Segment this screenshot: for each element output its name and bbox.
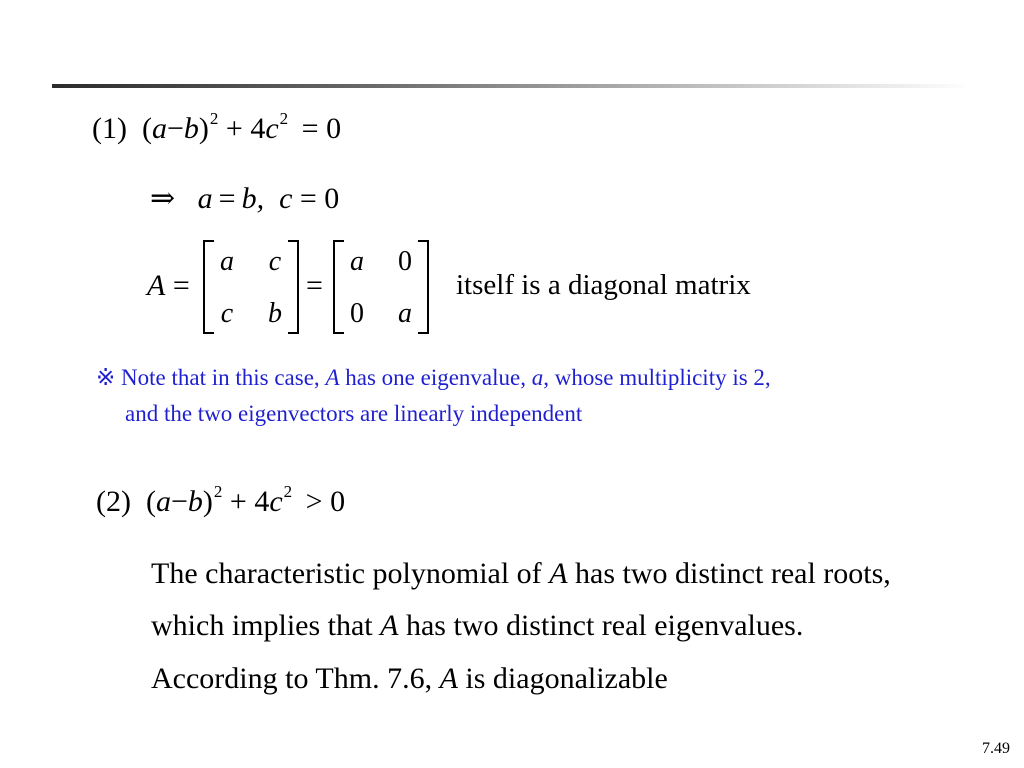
plus-four: + 4 xyxy=(225,112,266,145)
case1-equation xyxy=(92,109,347,145)
matrix-cell: 0 xyxy=(398,246,412,277)
minus-sign: − xyxy=(170,485,188,518)
minus-sign: − xyxy=(166,112,184,145)
matrix-cell: b xyxy=(268,298,282,329)
note-text: Note that in this case, xyxy=(121,365,320,390)
note-line-1 xyxy=(96,366,771,389)
case2-label: (2) xyxy=(96,485,131,518)
var-A: A xyxy=(439,662,458,695)
paragraph-text: is diagonalizable xyxy=(465,662,668,695)
implies-equation xyxy=(150,184,339,214)
var-b: b xyxy=(187,485,203,518)
var-a: a xyxy=(151,112,167,145)
var-c: c xyxy=(269,485,283,518)
var-A: A xyxy=(549,557,568,590)
paragraph-line-2 xyxy=(151,611,803,641)
paragraph-text: According to Thm. 7.6, xyxy=(151,662,433,695)
var-b: b, xyxy=(241,182,265,215)
note-text: , whose multiplicity is 2, xyxy=(543,365,771,390)
equals-zero: = 0 xyxy=(301,112,342,145)
greater-than-zero: > 0 xyxy=(305,485,346,518)
matrix-cell: c xyxy=(268,246,282,277)
var-c: c xyxy=(279,182,293,215)
plus-four: + 4 xyxy=(229,485,270,518)
var-A: A xyxy=(325,365,340,390)
var-c: c xyxy=(265,112,279,145)
paragraph-text: has two distinct real roots, xyxy=(575,557,891,590)
left-bracket xyxy=(203,240,214,334)
exponent: 2 xyxy=(279,109,289,128)
matrix-equals xyxy=(306,271,323,301)
matrix-cell: a xyxy=(398,298,412,329)
title-rule xyxy=(52,84,972,88)
var-a: a xyxy=(197,182,213,215)
var-a: a xyxy=(155,485,171,518)
exponent: 2 xyxy=(283,482,293,501)
case2-equation xyxy=(96,482,351,518)
lparen: ( xyxy=(145,485,156,518)
matrix-cell: a xyxy=(350,246,364,277)
note-line-2: and the two eigenvectors are linearly independent xyxy=(125,401,583,426)
exponent: 2 xyxy=(213,482,223,501)
equals-sign: = xyxy=(218,182,236,215)
rparen: ) xyxy=(202,485,213,518)
matrix-a0-0a xyxy=(333,240,429,332)
matrix-lhs xyxy=(147,271,190,301)
matrix-ac-cb xyxy=(203,240,299,332)
right-bracket xyxy=(288,240,299,334)
var-a: a xyxy=(531,365,544,390)
rparen: ) xyxy=(198,112,209,145)
paragraph-line-3 xyxy=(151,664,668,694)
matrix-cell: c xyxy=(220,298,234,329)
var-A: A xyxy=(380,609,399,642)
note-text: has one eigenvalue, xyxy=(345,365,526,390)
lparen: ( xyxy=(141,112,152,145)
paragraph-text: which implies that xyxy=(151,609,373,642)
equals-sign: = xyxy=(306,269,323,302)
exponent: 2 xyxy=(209,109,219,128)
left-bracket xyxy=(333,240,344,334)
paragraph-line-1 xyxy=(151,559,891,589)
matrix-cell: 0 xyxy=(350,298,364,329)
matrix-cell: a xyxy=(220,246,234,277)
var-b: b xyxy=(183,112,199,145)
reference-mark-icon: ※ xyxy=(96,365,116,390)
implies-arrow-icon: ⇒ xyxy=(150,182,176,215)
diagonal-comment: itself is a diagonal matrix xyxy=(456,269,751,301)
paragraph-text: The characteristic polynomial of xyxy=(151,557,542,590)
right-bracket xyxy=(418,240,429,334)
page-number: 7.49 xyxy=(982,740,1010,757)
equals-zero: = 0 xyxy=(299,182,340,215)
equals-sign: = xyxy=(172,269,190,302)
paragraph-text: has two distinct real eigenvalues. xyxy=(405,609,804,642)
matrix-A: A xyxy=(147,269,166,302)
case1-label: (1) xyxy=(92,112,127,145)
